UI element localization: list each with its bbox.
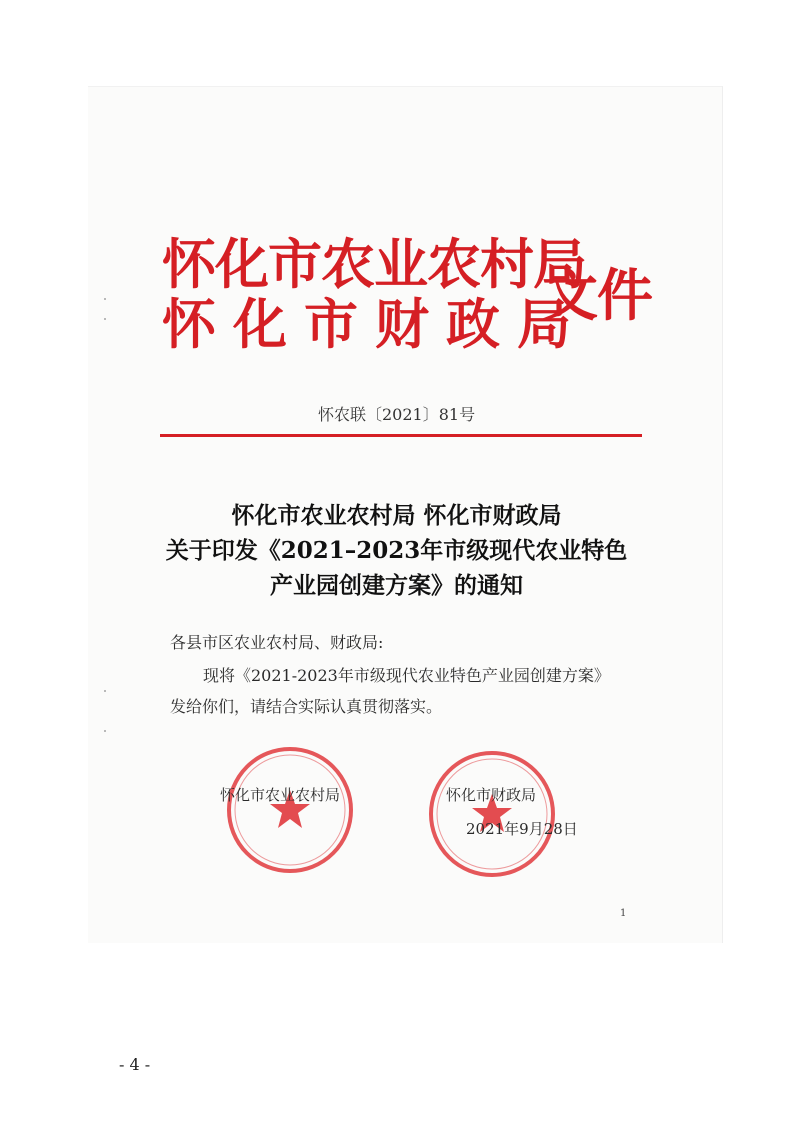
footer-page-number: - 4 - — [119, 1055, 151, 1074]
agriculture-bureau-seal — [224, 744, 356, 876]
document-number: 怀农联〔2021〕81号 — [318, 405, 476, 424]
signature-org-agriculture: 怀化市农业农村局 — [220, 786, 341, 804]
body-paragraph-2: 发给你们，请结合实际认真贯彻落实。 — [170, 697, 443, 716]
scan-speck — [104, 298, 106, 300]
inner-page-number: 1 — [620, 908, 627, 919]
scan-speck — [104, 318, 106, 320]
scan-speck — [104, 690, 106, 692]
header-document-word: 文件 — [542, 263, 652, 329]
recipient-line: 各县市区农业农村局、财政局: — [170, 633, 384, 652]
title-line-1: 怀化市农业农村局 怀化市财政局 — [231, 502, 562, 529]
scan-speck — [104, 730, 106, 732]
finance-bureau-seal — [426, 748, 558, 880]
body-paragraph-1: 现将《2021-2023年市级现代农业特色产业园创建方案》 — [203, 666, 610, 685]
signature-date: 2021年9月28日 — [466, 820, 578, 838]
title-line-2: 关于印发《2021–2023年市级现代农业特色 — [165, 537, 628, 564]
header-org-agriculture: 怀化市农业农村局 — [162, 232, 586, 296]
signature-org-finance: 怀化市财政局 — [446, 786, 537, 804]
header-org-finance: 怀化市财政局 — [162, 292, 588, 356]
title-line-3: 产业园创建方案》的通知 — [270, 572, 523, 599]
red-divider — [160, 434, 642, 437]
